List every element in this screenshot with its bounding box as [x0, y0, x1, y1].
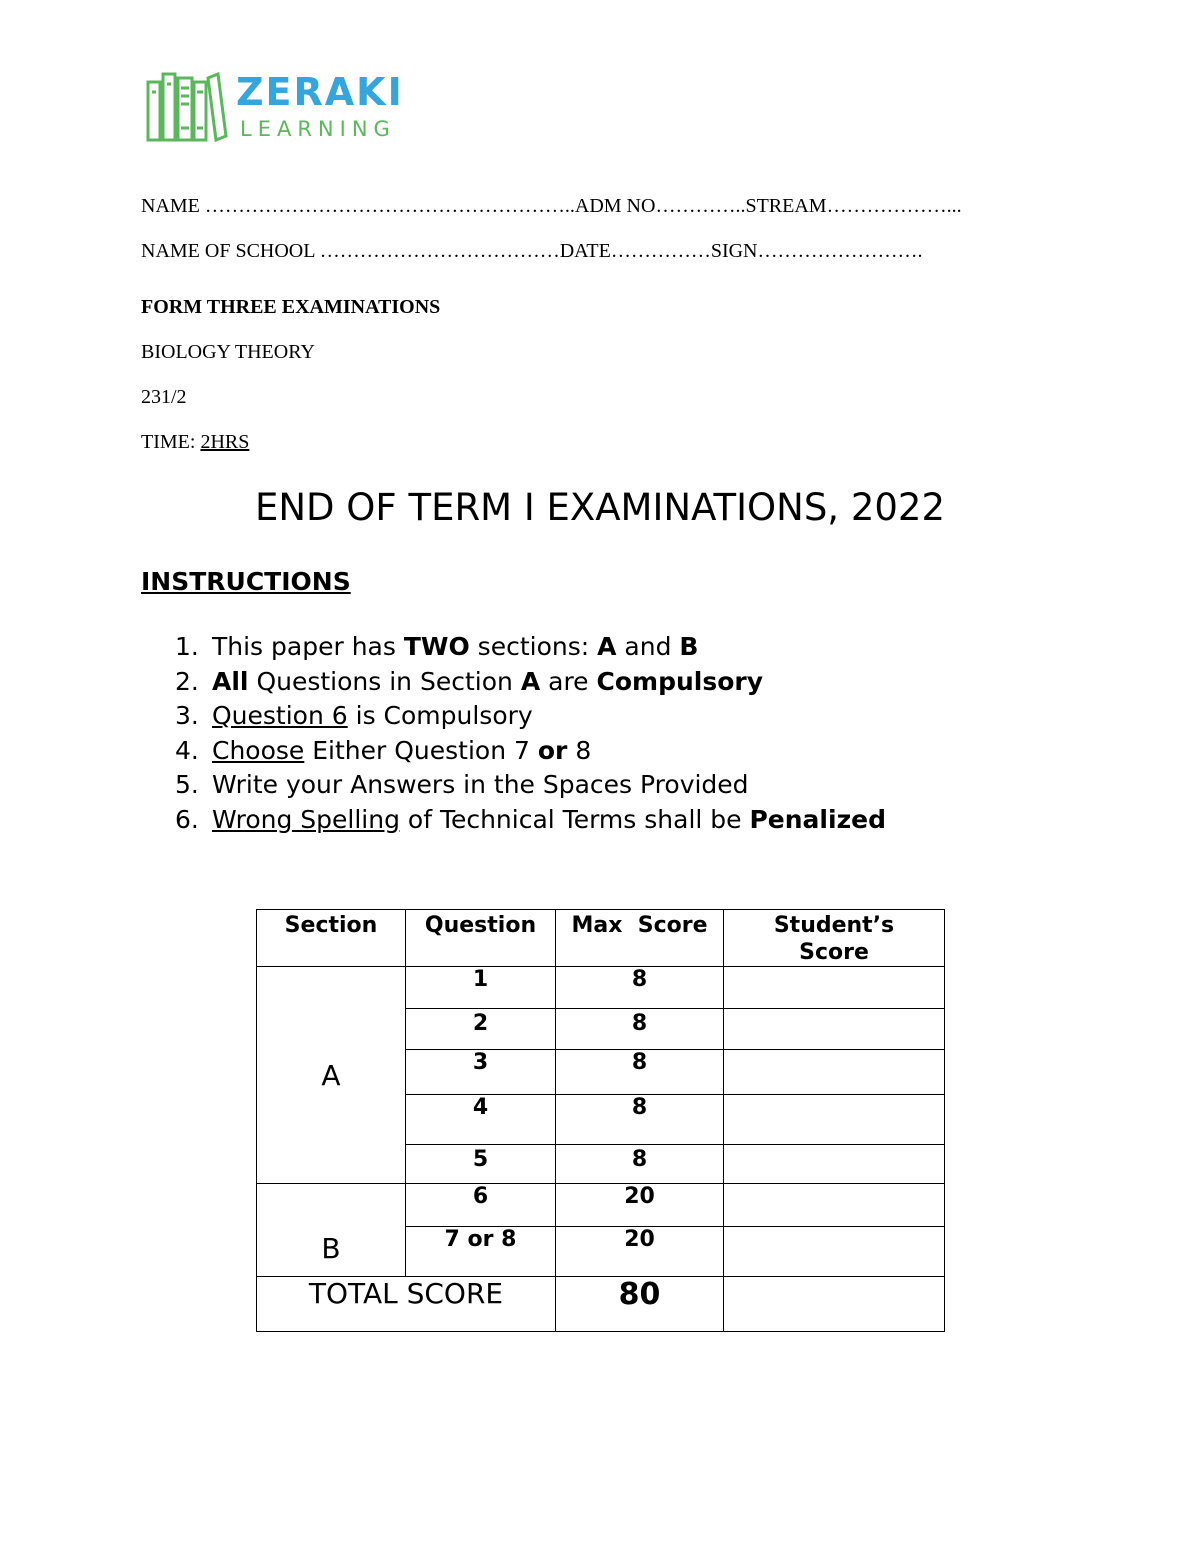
student-score-cell[interactable] — [724, 1227, 945, 1277]
list-number: 5. — [175, 770, 199, 799]
table-header-row — [257, 910, 945, 967]
total-row — [257, 1277, 945, 1332]
logo-word-zeraki: ZERAKI — [236, 70, 404, 114]
instruction-text: Question 6 — [212, 701, 348, 730]
table-row — [257, 967, 945, 1009]
exam-time — [141, 430, 249, 454]
question-cell: 4 — [406, 1095, 556, 1145]
instruction-text: of Technical Terms shall be — [399, 804, 750, 834]
student-score-cell[interactable] — [724, 967, 945, 1009]
section-b-cell: B — [257, 1184, 406, 1277]
instruction-item — [175, 734, 886, 769]
list-number: 3. — [175, 701, 199, 730]
instruction-text: Penalized — [749, 804, 886, 834]
instruction-text: All — [212, 666, 249, 696]
instruction-text: 8 — [567, 735, 592, 765]
header-student-score: Student’s Score — [724, 910, 945, 967]
student-score-cell[interactable] — [724, 1095, 945, 1145]
section-a-cell: A — [257, 967, 406, 1184]
max-score-cell: 20 — [556, 1227, 724, 1277]
instruction-text: are — [540, 666, 597, 696]
instruction-text: Write your Answers in the Spaces Provided — [212, 770, 749, 799]
student-score-cell[interactable] — [724, 1145, 945, 1184]
list-number: 2. — [175, 666, 199, 696]
instruction-item — [175, 803, 886, 838]
question-cell: 7 or 8 — [406, 1227, 556, 1277]
instruction-text: A — [520, 666, 541, 696]
instruction-text: Wrong Spelling — [212, 804, 400, 834]
instruction-text: Questions in Section — [248, 666, 521, 696]
max-score-cell: 8 — [556, 1095, 724, 1145]
max-score-cell: 20 — [556, 1184, 724, 1227]
books-icon — [144, 70, 228, 144]
list-number: 1. — [175, 632, 199, 661]
instruction-text: Compulsory — [596, 666, 764, 696]
instruction-text: and — [616, 632, 680, 661]
max-score-cell: 8 — [556, 1145, 724, 1184]
student-score-cell[interactable] — [724, 1009, 945, 1050]
time-label: TIME: — [141, 431, 201, 453]
header-question: Question — [406, 910, 556, 967]
time-value: 2HRS — [200, 431, 250, 453]
header-max-score: Max Score — [556, 910, 724, 967]
instruction-item — [175, 768, 886, 803]
paper-code: 231/2 — [141, 386, 187, 408]
question-cell: 1 — [406, 967, 556, 1009]
form-heading: FORM THREE EXAMINATIONS — [141, 296, 441, 318]
student-score-cell[interactable] — [724, 1050, 945, 1095]
page-title: END OF TERM I EXAMINATIONS, 2022 — [255, 486, 945, 529]
subject-name: BIOLOGY THEORY — [141, 341, 315, 363]
instruction-text: TWO — [403, 632, 470, 661]
question-cell: 6 — [406, 1184, 556, 1227]
header-section: Section — [257, 910, 406, 967]
max-score-cell: 8 — [556, 967, 724, 1009]
total-student-score[interactable] — [724, 1277, 945, 1332]
instruction-text: A — [597, 632, 617, 661]
student-details-line: NAME ………………………………………………..ADM NO…………..STREAM………………... — [141, 195, 962, 217]
question-cell: 2 — [406, 1009, 556, 1050]
instruction-item — [175, 630, 886, 665]
logo-word-learning: LEARNING — [240, 117, 396, 141]
instruction-text: B — [679, 632, 699, 661]
score-table — [256, 909, 945, 1332]
total-max-score: 80 — [556, 1277, 724, 1332]
max-score-cell: 8 — [556, 1009, 724, 1050]
instruction-text: This paper has — [212, 632, 404, 661]
max-score-cell: 8 — [556, 1050, 724, 1095]
instructions-list — [141, 630, 886, 837]
zeraki-logo — [144, 70, 444, 145]
table-row — [257, 1184, 945, 1227]
instruction-text: Choose — [212, 735, 305, 765]
instruction-text: Either Question 7 — [304, 735, 538, 765]
student-score-cell[interactable] — [724, 1184, 945, 1227]
instruction-item — [175, 699, 886, 734]
list-number: 4. — [175, 735, 199, 765]
instruction-item — [175, 665, 886, 700]
total-score-label: TOTAL SCORE — [257, 1277, 556, 1332]
school-details-line: NAME OF SCHOOL ………………………………DATE……………SIGN……………………. — [141, 240, 923, 262]
question-cell: 5 — [406, 1145, 556, 1184]
instruction-text: sections: — [469, 632, 598, 661]
instruction-text: is Compulsory — [347, 701, 533, 730]
instructions-heading: INSTRUCTIONS — [141, 567, 351, 596]
list-number: 6. — [175, 804, 199, 834]
question-cell: 3 — [406, 1050, 556, 1095]
instruction-text: or — [537, 735, 568, 765]
